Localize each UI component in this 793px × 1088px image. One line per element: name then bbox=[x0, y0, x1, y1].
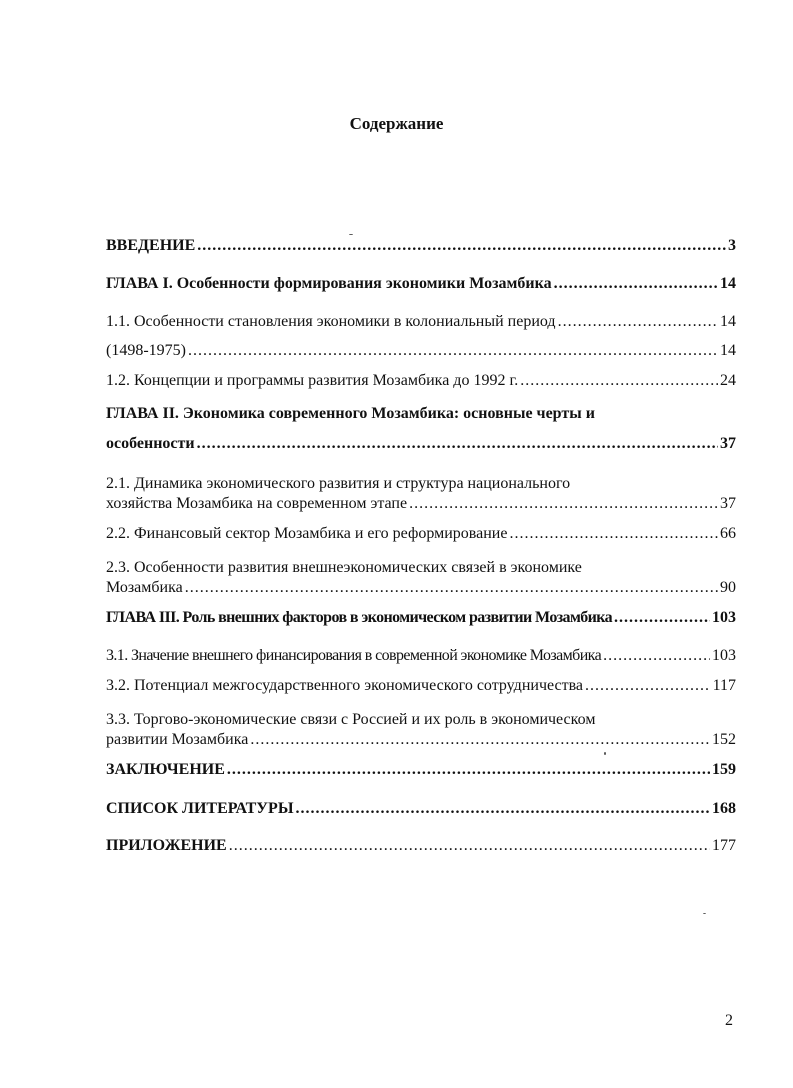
leader-dots bbox=[227, 761, 710, 779]
toc-entry-2-3[interactable] bbox=[106, 556, 736, 602]
leader-dots bbox=[296, 800, 710, 818]
toc-entry-1-1-period[interactable] bbox=[106, 342, 736, 365]
toc-entry-1-1[interactable] bbox=[106, 313, 736, 336]
leader-dots bbox=[188, 342, 718, 360]
toc-entry-2-1[interactable] bbox=[106, 472, 736, 518]
scan-speck bbox=[703, 913, 706, 914]
leader-dots bbox=[558, 313, 718, 331]
leader-dots bbox=[585, 677, 711, 695]
toc-page-number: 103 bbox=[712, 609, 736, 626]
toc-page-number: 168 bbox=[712, 800, 736, 817]
toc-entry-text: 2.3. Особенности развития внешнеэкономических связей в экономике bbox=[106, 559, 582, 576]
toc-page-number: 177 bbox=[712, 837, 736, 854]
toc-page-number: 159 bbox=[712, 761, 736, 778]
toc-entry-2-2[interactable] bbox=[106, 525, 736, 548]
toc-entry-text: 3.3. Торгово-экономические связи с Россией и их роль в экономическом bbox=[106, 711, 596, 728]
toc-entry-chapter-3[interactable] bbox=[106, 609, 736, 632]
leader-dots bbox=[197, 435, 718, 453]
page-number: 2 bbox=[725, 1012, 733, 1029]
leader-dots bbox=[520, 372, 718, 390]
toc-entry-1-2[interactable] bbox=[106, 372, 736, 395]
toc-entry-text: СПИСОК ЛИТЕРАТУРЫ bbox=[106, 800, 294, 817]
toc-entry-3-3[interactable] bbox=[106, 708, 736, 754]
toc-entry-3-1[interactable] bbox=[106, 647, 736, 670]
leader-dots bbox=[554, 275, 718, 293]
toc-entry-text: ПРИЛОЖЕНИЕ bbox=[106, 837, 227, 854]
toc-entry-text: 1.2. Концепции и программы развития Мозамбика до 1992 г. bbox=[106, 372, 519, 389]
toc-entry-conclusion[interactable] bbox=[106, 761, 736, 784]
toc-entry-text: особенности bbox=[106, 435, 195, 452]
toc-page-number: 66 bbox=[720, 525, 736, 542]
toc-entry-text: ЗАКЛЮЧЕНИЕ bbox=[106, 761, 225, 778]
leader-dots bbox=[250, 731, 710, 749]
toc-entry-chapter-2[interactable] bbox=[106, 402, 736, 458]
toc-page-number: 103 bbox=[712, 647, 736, 664]
toc-entry-text: ГЛАВА II. Экономика современного Мозамбика: основные черты и bbox=[106, 405, 595, 422]
toc-page-number: 37 bbox=[720, 435, 736, 452]
toc-entry-text: 2.2. Финансовый сектор Мозамбика и его реформирование bbox=[106, 525, 508, 542]
toc-entry-text: 1.1. Особенности становления экономики в колониальный период bbox=[106, 313, 556, 330]
toc-entry-text: хозяйства Мозамбика на современном этапе bbox=[106, 495, 408, 512]
toc-entry-text: 3.2. Потенциал межгосударственного экономического сотрудничества bbox=[106, 677, 584, 694]
toc-entry-chapter-1[interactable] bbox=[106, 275, 736, 298]
scan-speck bbox=[349, 234, 353, 235]
scan-speck bbox=[604, 752, 606, 755]
toc-entry-introduction[interactable] bbox=[106, 237, 736, 260]
toc-page-number: 3 bbox=[728, 237, 736, 254]
toc-page-number: 14 bbox=[720, 342, 736, 359]
toc-entry-text: Мозамбика bbox=[106, 579, 183, 596]
leader-dots bbox=[185, 579, 718, 597]
toc-page-number: 117 bbox=[712, 677, 736, 694]
toc-entry-text: ГЛАВА III. Роль внешних факторов в экономическом развитии Мозамбика bbox=[106, 609, 613, 626]
toc-page-number: 24 bbox=[720, 372, 736, 389]
toc-page-number: 14 bbox=[720, 313, 736, 330]
leader-dots bbox=[614, 609, 710, 627]
toc-entry-text: 3.1. Значение внешнего финансирования в современной экономике Мозамбика bbox=[106, 647, 602, 664]
toc-page-number: 90 bbox=[720, 579, 736, 596]
toc-entry-text: ВВЕДЕНИЕ bbox=[106, 237, 196, 254]
leader-dots bbox=[603, 647, 710, 665]
page-title: Содержание bbox=[349, 114, 444, 133]
toc-page-number: 152 bbox=[712, 731, 736, 748]
toc-entry-text: ГЛАВА I. Особенности формирования экономики Мозамбика bbox=[106, 275, 552, 292]
leader-dots bbox=[229, 837, 710, 855]
leader-dots bbox=[509, 525, 718, 543]
toc-entry-3-2[interactable] bbox=[106, 677, 736, 700]
toc-page-number: 37 bbox=[720, 495, 736, 512]
toc-entry-text: (1498-1975) bbox=[106, 342, 186, 359]
toc-page-number: 14 bbox=[720, 275, 736, 292]
toc-entry-appendix[interactable] bbox=[106, 837, 736, 860]
toc-entry-text: развитии Мозамбика bbox=[106, 731, 249, 748]
leader-dots bbox=[197, 237, 726, 255]
toc-entry-text: 2.1. Динамика экономического развития и структура национального bbox=[106, 475, 571, 492]
leader-dots bbox=[409, 495, 718, 513]
toc-entry-bibliography[interactable] bbox=[106, 800, 736, 823]
